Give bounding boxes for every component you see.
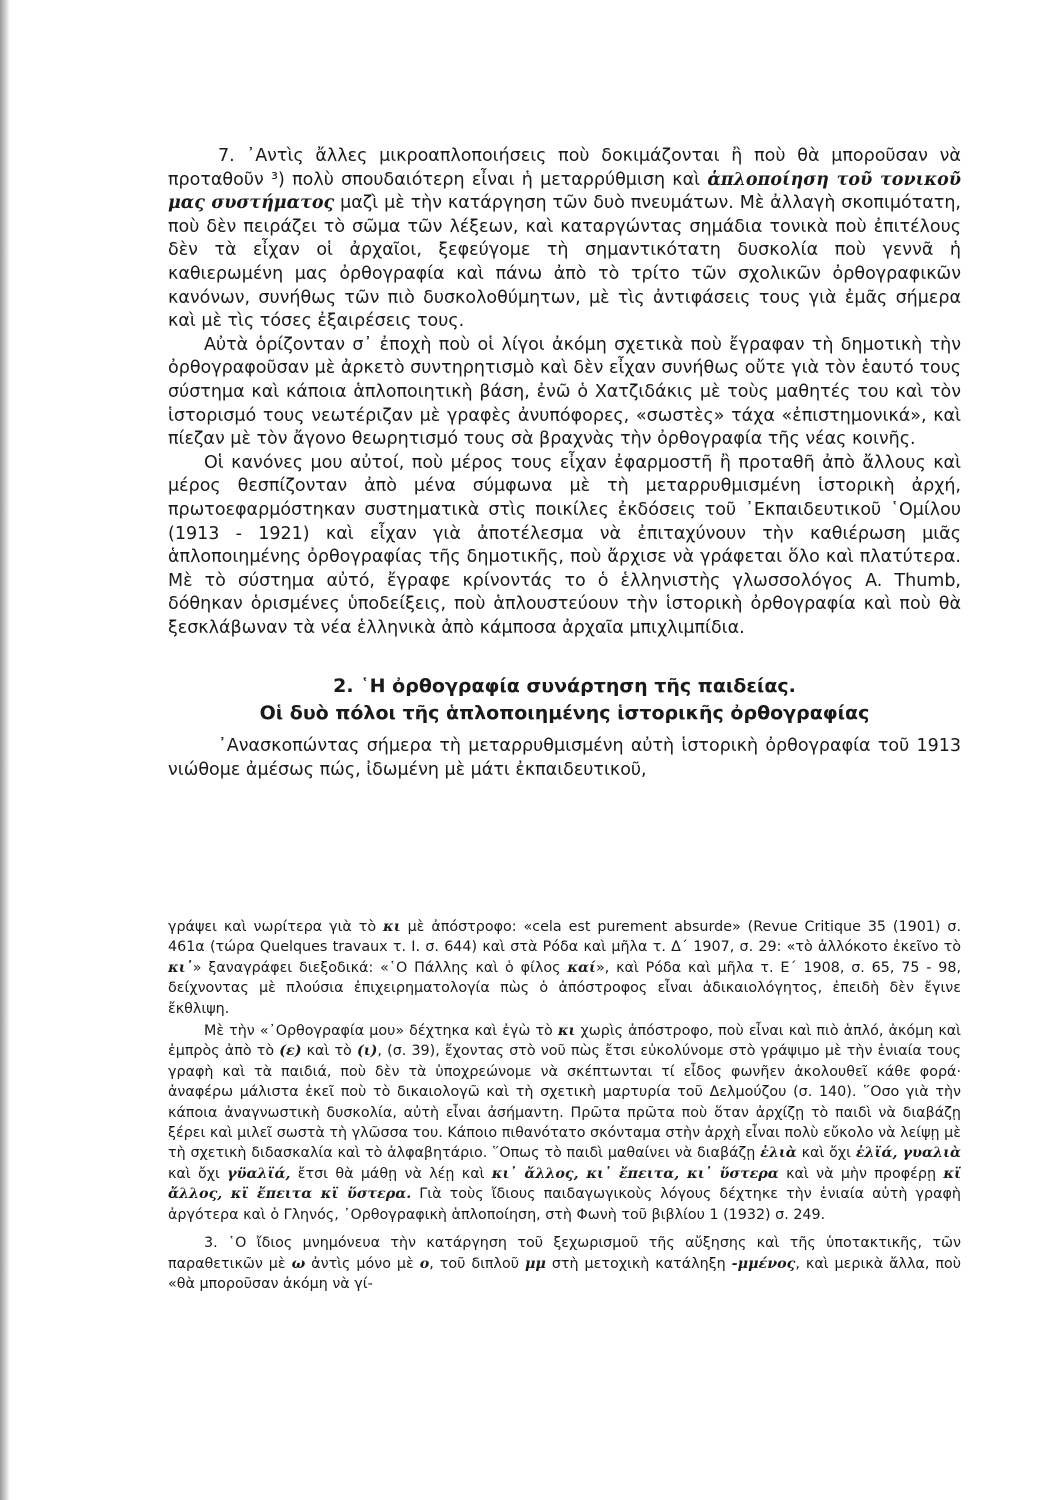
footnote-continuation: γράψει καὶ νωρίτερα γιὰ τὸ κι μὲ ἀπόστροφο: «cela est purement absurde» (Revue Critique 35 (1901) σ. 461α (τώρα Quelques travaux τ. I. σ. 644) καὶ στὰ Ρόδα καὶ μῆλα τ. Δ΄ 1907, σ. 29: «τὸ ἀλλόκοτο ἐκεῖνο τὸ κι᾿» ξαναγράφει διεξοδικά: «῾Ο Πάλλης καὶ ὁ φίλος καί», καὶ Ρόδα καὶ μῆλα τ. Ε΄ 1908, σ. 65, 75 - 98, δείχνοντας μὲ πλούσια ἐπιχειρηματολογία πὼς ὁ ἀπόστροφος εἶναι ἀδικαιολόγητος, ἐπειδὴ δὲν ἔγινε ἔκθλιψη. (168, 919, 961, 1017)
section-heading (168, 673, 961, 727)
footnotes (168, 917, 961, 1294)
section-title: 2. ῾Η ὀρθογραφία συνάρτηση τῆς παιδείας. (333, 675, 796, 698)
emphasis-text: ἁπλοποίηση τοῦ τονικοῦ μας συστήματος (168, 169, 961, 214)
page-edge-shadow (0, 0, 10, 1500)
section-subtitle: Οἱ δυὸ πόλοι τῆς ἁπλοποιημένης ἱστορικῆς ὀρθογραφίας (259, 702, 870, 725)
paragraph: Οἱ κανόνες μου αὐτοί, ποὺ μέρος τους εἶχαν ἐφαρμοστῆ ἢ προταθῆ ἀπὸ ἄλλους καὶ μέρος θεσπίζονταν ἀπὸ μένα σύμφωνα μὲ τὴ μεταρρυθμισμένη ἱστορικὴ ἀρχή, πρωτοεφαρμόστηκαν συστηματικὰ στὶς ποικίλες ἐκδόσεις τοῦ ᾿Εκπαιδευτικοῦ ῾Ομίλου (1913 - 1921) καὶ εἶχαν γιὰ ἀποτέλεσμα νὰ ἐπιταχύνουν τὴν καθιέρωση μιᾶς ἁπλοποιημένης ὀρθογραφίας τῆς δημοτικῆς, ποὺ ἄρχισε νὰ γράφεται ὅλο καὶ πλατύτερα. Μὲ τὸ σύστημα αὐτό, ἔγραφε κρίνοντάς το ὁ ἑλληνιστὴς γλωσσολόγος A. Thumb, δόθηκαν ὁρισμένες ὑποδείξεις, ποὺ ἁπλουστεύουν τὴν ἱστορικὴ ὀρθογραφία καὶ ποὺ θὰ ξεσκλάβωναν τὰ νέα ἑλληνικὰ ἀπὸ κάμποσα ἀρχαῖα μπιχλιμπίδια. (168, 452, 961, 638)
paragraph-7: 7. ᾿Αντὶς ἄλλες μικροαπλοποιήσεις ποὺ δοκιμάζονται ἢ ποὺ θὰ μποροῦσαν νὰ προταθοῦν ³) πολὺ σπουδαιότερη εἶναι ἡ μεταρρύθμιση καὶ ἁπλοποίηση τοῦ τονικοῦ μας συστήματος μαζὶ μὲ τὴν κατάργηση τῶν δυὸ πνευμάτων. Μὲ ἀλλαγὴ σκοπιμότατη, ποὺ δὲν πειράζει τὸ σῶμα τῶν λέξεων, καὶ καταργώντας σημάδια τονικὰ ποὺ ἐπιτέλους δὲν τὰ εἶχαν οἱ ἀρχαῖοι, ξεφεύγομε τὴ σημαντικότατη δυσκολία ποὺ γεννᾶ ἡ καθιερωμένη μας ὀρθογραφία καὶ πάνω ἀπὸ τὸ τρίτο τῶν σχολικῶν ὀρθογραφικῶν κανόνων, συνήθως τῶν πιὸ δυσκολοθύμητων, μὲ τὶς ἀντιφάσεις τους γιὰ ἐμᾶς σήμερα καὶ μὲ τὶς τόσες ἐξαιρέσεις τους. (168, 146, 961, 332)
footnote-paragraph: Μὲ τὴν «᾿Ορθογραφία μου» δέχτηκα καὶ ἐγὼ τὸ κι χωρὶς ἀπόστροφο, ποὺ εἶναι καὶ πιὸ ἁπλό, ἀκόμη καὶ ἐμπρὸς ἀπὸ τὸ (ε) καὶ τὸ (ι), (σ. 39), ἔχοντας στὸ νοῦ πὼς ἔτσι εὐκολύνομε στὸ γράψιμο μὲ τὴν ἑνιαία τους γραφὴ καὶ τὰ παιδιά, ποὺ δὲν τὰ ὑποχρεώνομε νὰ σκέπτωνται τί εἶδος φωνῆεν ἀκολουθεῖ κάθε φορά· ἀναφέρω μάλιστα ἐκεῖ ποὺ τὸ δικαιολογῶ καὶ τὴ σχετικὴ μαρτυρία τοῦ Δελμούζου (σ. 140). ῞Οσο γιὰ τὴν κάποια ἀναγνωστικὴ δυσκολία, αὐτὴ εἶναι ἀσήμαντη. Πρῶτα πρῶτα ποὺ ὅταν ἀρχίζῃ τὸ παιδὶ νὰ διαβάζῃ ξέρει καὶ μιλεῖ σωστὰ τὴ γλῶσσα του. Κάποιο πιθανότατο σκόνταμα στὴν ἀρχὴ εἶναι πολὺ εὔκολο νὰ λείψῃ μὲ τὴ σχετικὴ διδασκαλία καὶ τὸ ἀλφαβητάριο. ῞Οπως τὸ παιδὶ μαθαίνει νὰ διαβάζῃ ἐλιὰ καὶ ὄχι ἐλϊά, γυαλιὰ καὶ ὄχι γϋαλϊά, ἔτσι θὰ μάθῃ νὰ λέῃ καὶ κι᾿ ἄλλος, κι᾿ ἔπειτα, κι᾿ ὕστερα καὶ νὰ μὴν προφέρῃ κϊ ἄλλος, κϊ ἔπειτα κϊ ὕστερα. Γιὰ τοὺς ἴδιους παιδαγωγικοὺς λόγους δέχτηκε τὴν ἑνιαία αὐτὴ γραφὴ ἀργότερα καὶ ὁ Γληνός, ᾿Ορθογραφικὴ ἁπλοποίηση, στὴ Φωνὴ τοῦ βιβλίου 1 (1932) σ. 249. (168, 1023, 962, 1223)
paragraph: Αὐτὰ ὁρίζονταν σ᾿ ἐποχὴ ποὺ οἱ λίγοι ἀκόμη σχετικὰ ποὺ ἔγραφαν τὴ δημοτικὴ τὴν ὀρθογραφοῦσαν μὲ ἀρκετὸ συντηρητισμὸ καὶ δὲν εἶχαν συνήθως οὔτε γιὰ τὸν ἑαυτό τους σύστημα καὶ κάποια ἁπλοποιητικὴ βάση, ἐνῶ ὁ Χατζιδάκις μὲ τοὺς μαθητές του καὶ τὸν ἱστορισμό τους νεωτέριζαν μὲ γραφὲς ἀνυπόφορες, «σωστὲς» τάχα «ἐπιστημονικά», καὶ πίεζαν μὲ τὸν ἄγονο θεωρητισμό τους σὰ βραχνὰς τὴν ὀρθογραφία τῆς νέας κοινῆς. (168, 334, 961, 450)
main-text (168, 145, 961, 783)
paragraph: ᾿Ανασκοπώντας σήμερα τὴ μεταρρυθμισμένη αὐτὴ ἱστορικὴ ὀρθογραφία τοῦ 1913 νιώθομε ἀμέσως πώς, ἰδωμένη μὲ μάτι ἐκπαιδευτικοῦ, (168, 736, 961, 781)
paragraph-number: 7. (218, 146, 235, 166)
footnote-3: 3. ῾Ο ἴδιος μνημόνευα τὴν κατάργηση τοῦ ξεχωρισμοῦ τῆς αὔξησης καὶ τῆς ὑποτακτικῆς, τῶν παραθετικῶν μὲ ω ἀντὶς μόνο μὲ ο, τοῦ διπλοῦ μμ στὴ μετοχικὴ κατάληξη -μμένος, καὶ μερικὰ ἄλλα, ποὺ «θὰ μποροῦσαν ἀκόμη νὰ γί- (168, 1235, 961, 1292)
